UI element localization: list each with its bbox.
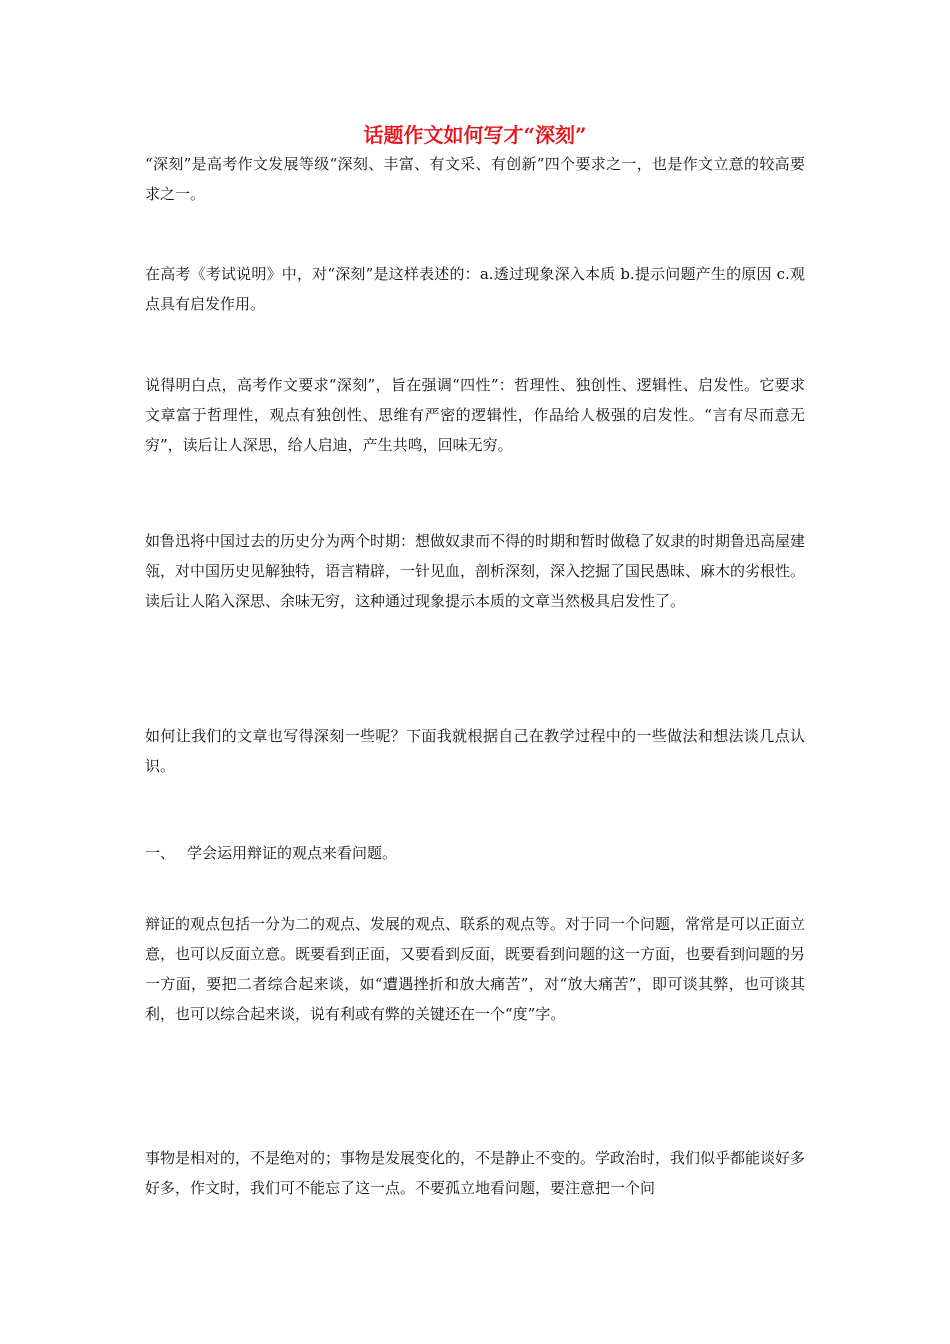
paragraph-four-qualities: 说得明白点，高考作文要求“深刻”，旨在强调“四性”：哲理性、独创性、逻辑性、启发性。它要求文章富于哲理性，观点有独创性、思维有严密的逻辑性，作品给人极强的启发性。“言有尽而意无穷”，读后让人深思，给人启迪，产生共鸣，回味无穷。 xyxy=(145,376,805,454)
paragraph-dialectical-view: 辩证的观点包括一分为二的观点、发展的观点、联系的观点等。对于同一个问题，常常是可以正面立意，也可以反面立意。既要看到正面，又要看到反面，既要看到问题的这一方面，也要看到问题的另一方面，要把二者综合起来谈，如“遭遇挫折和放大痛苦”，对“放大痛苦”，即可谈其弊，也可谈其利，也可以综合起来谈，说有利或有弊的关键还在一个“度”字。 xyxy=(145,915,806,1023)
paragraph-luxun-example: 如鲁迅将中国过去的历史分为两个时期：想做奴隶而不得的时期和暂时做稳了奴隶的时期鲁迅高屋建瓴，对中国历史见解独特，语言精辟，一针见血，剖析深刻，深入挖掘了国民愚昧、麻木的劣根性。读后让人陷入深思、余味无穷，这种通过现象提示本质的文章当然极具启发性了。 xyxy=(145,532,806,610)
paragraph-intro: “深刻”是高考作文发展等级“深刻、丰富、有文采、有创新”四个要求之一，也是作文立意的较高要求之一。 xyxy=(145,155,805,203)
paragraph-relative-things: 事物是相对的，不是绝对的；事物是发展变化的，不是静止不变的。学政治时，我们似乎都能谈好多好多，作文时，我们可不能忘了这一点。不要孤立地看问题，要注意把一个问 xyxy=(145,1149,806,1197)
paragraph-how-to: 如何让我们的文章也写得深刻一些呢？下面我就根据自己在教学过程中的一些做法和想法谈几点认识。 xyxy=(145,727,805,775)
section-heading-one xyxy=(145,838,805,868)
section-heading-text: 学会运用辩证的观点来看问题。 xyxy=(187,844,398,862)
section-number: 一、 xyxy=(145,844,176,862)
document-title: 话题作文如何写才“深刻” xyxy=(363,123,587,147)
paragraph-exam-description: 在高考《考试说明》中，对“深刻”是这样表述的：a.透过现象深入本质 b.提示问题产生的原因 c.观点具有启发作用。 xyxy=(145,265,805,313)
